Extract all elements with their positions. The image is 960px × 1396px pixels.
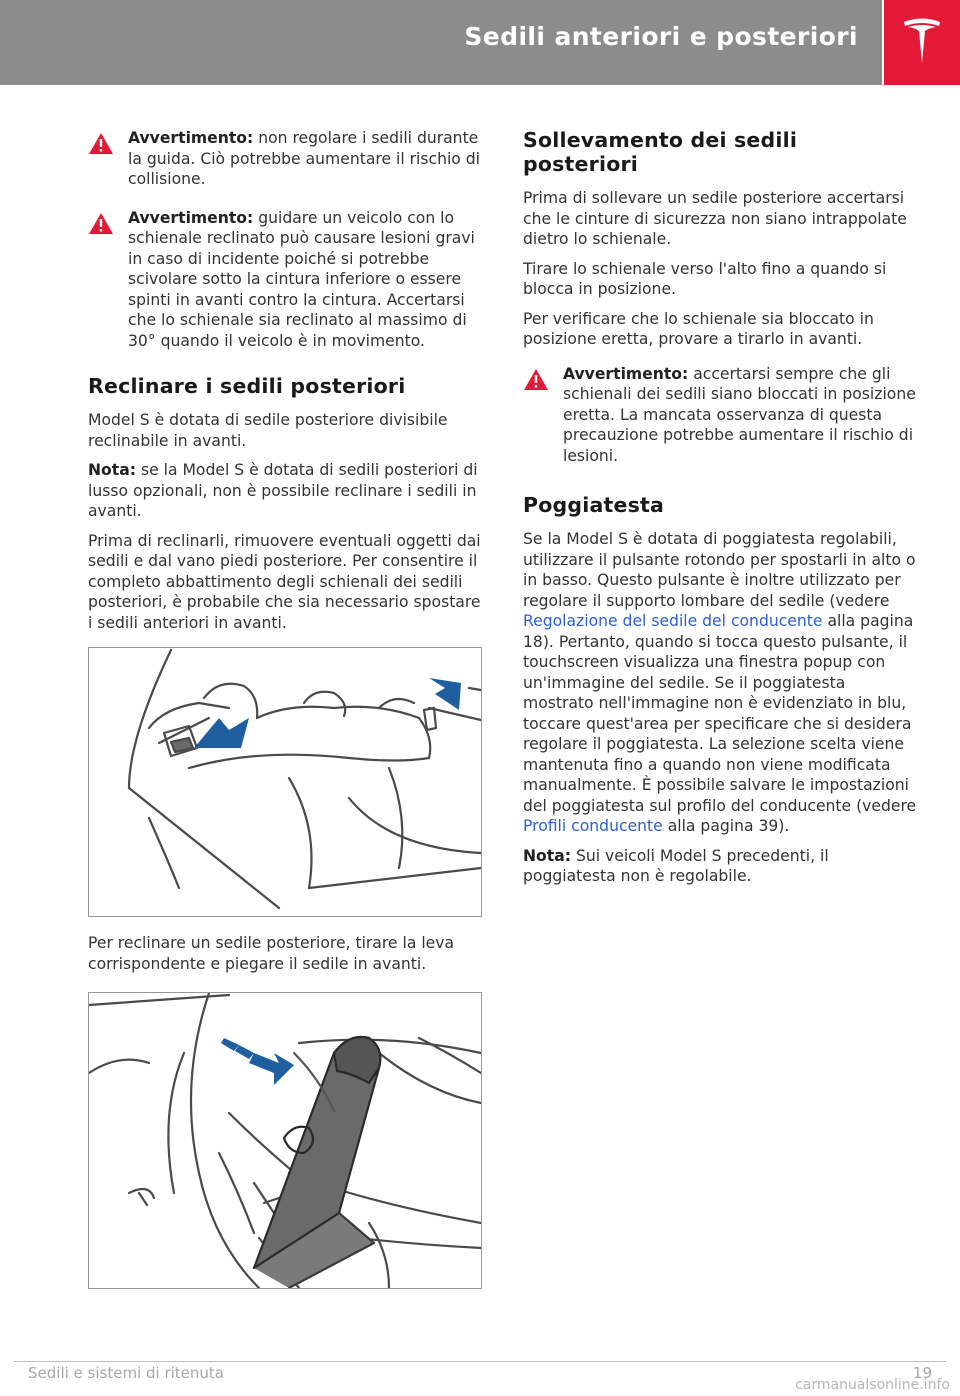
note: Nota: Sui veicoli Model S precedenti, il poggiatesta non è regolabile.	[523, 846, 829, 885]
paragraph: Per verificare che lo schienale sia bloccato in posizione eretta, provare a tirarlo in avanti.	[523, 309, 874, 348]
link-regolazione-sedile[interactable]: Regolazione del sedile del conducente	[523, 612, 823, 630]
section-heading: Sollevamento dei sedili posteriori	[523, 128, 798, 176]
page-title: Sedili anteriori e posteriori	[464, 22, 858, 51]
note: Nota: se la Model S è dotata di sedili posteriori di lusso opzionali, non è possibile reclinare i sedili in avanti.	[88, 461, 478, 520]
warning-text: Avvertimento: guidare un veicolo con lo schienale reclinato può causare lesioni gravi in caso di incidente poiché si potrebbe scivolare sotto la cintura inferiore o essere spinti in avanti contro la cintura. Accertarsi che lo schienale sia reclinato al massimo di 30° quando il veicolo è in movimento.	[128, 208, 475, 350]
watermark: carmanualsonline.info	[795, 1377, 950, 1393]
warning-icon	[523, 368, 549, 391]
paragraph: Per reclinare un sedile posteriore, tirare la leva corrispondente e piegare il sedile in avanti.	[88, 934, 455, 973]
footer-divider	[14, 1361, 946, 1362]
warning-icon	[88, 212, 114, 235]
section-heading: Reclinare i sedili posteriori	[88, 374, 406, 398]
paragraph: Model S è dotata di sedile posteriore divisibile reclinabile in avanti.	[88, 411, 448, 450]
page-number: 19	[912, 1364, 932, 1382]
warning-block	[88, 128, 482, 190]
warning-text: Avvertimento: non regolare i sedili durante la guida. Ciò potrebbe aumentare il rischio di collisione.	[128, 129, 481, 188]
brand-logo-box	[884, 0, 960, 85]
section-heading: Poggiatesta	[523, 493, 665, 517]
rear-seat-fold-illustration	[88, 992, 482, 1289]
paragraph: Tirare lo schienale verso l'alto fino a quando si blocca in posizione.	[523, 259, 887, 298]
link-profili-conducente[interactable]: Profili conducente	[523, 817, 663, 835]
warning-block	[523, 364, 918, 467]
paragraph: Se la Model S è dotata di poggiatesta regolabili, utilizzare il pulsante rotondo per spostarli in alto o in basso. Questo pulsante è inoltre utilizzato per regolare il supporto lombare del sedile (vedere Regolazione del sedile del conducente alla pagina 18). Pertanto, quando si tocca questo pulsante, il touchscreen visualizza una finestra popup con un'immagine del sedile. Se il poggiatesta mostrato nell'immagine non è evidenziato in blu, toccare quest'area per specificare che si desidera regolare il poggiatesta. La selezione scelta viene mantenuta fino a quando non viene modificata manualmente. È possibile salvare le impostazioni del poggiatesta sul profilo del conducente (vedere Profili conducente alla pagina 39).	[523, 530, 917, 835]
left-column	[88, 128, 482, 1305]
warning-text: Avvertimento: accertarsi sempre che gli schienali dei sedili siano bloccati in posizione eretta. La mancata osservanza di questa precauzione potrebbe aumentare il rischio di lesioni.	[563, 364, 916, 465]
paragraph: Prima di reclinarli, rimuovere eventuali oggetti dai sedili e dal vano piedi posteriore. Per consentire il completo abbattimento degli schienali dei sedili posteriori, è probabile che sia necessario spostare i sedili anteriori in avanti.	[88, 531, 481, 632]
warning-block	[88, 208, 482, 352]
right-column	[523, 128, 918, 896]
footer-section: Sedili e sistemi di ritenuta	[28, 1364, 224, 1382]
rear-seat-lever-illustration	[88, 647, 482, 917]
page-header	[0, 0, 882, 85]
warning-icon	[88, 132, 114, 155]
tesla-logo-icon	[902, 16, 942, 68]
paragraph: Prima di sollevare un sedile posteriore accertarsi che le cinture di sicurezza non siano intrappolate dietro lo schienale.	[523, 189, 907, 248]
